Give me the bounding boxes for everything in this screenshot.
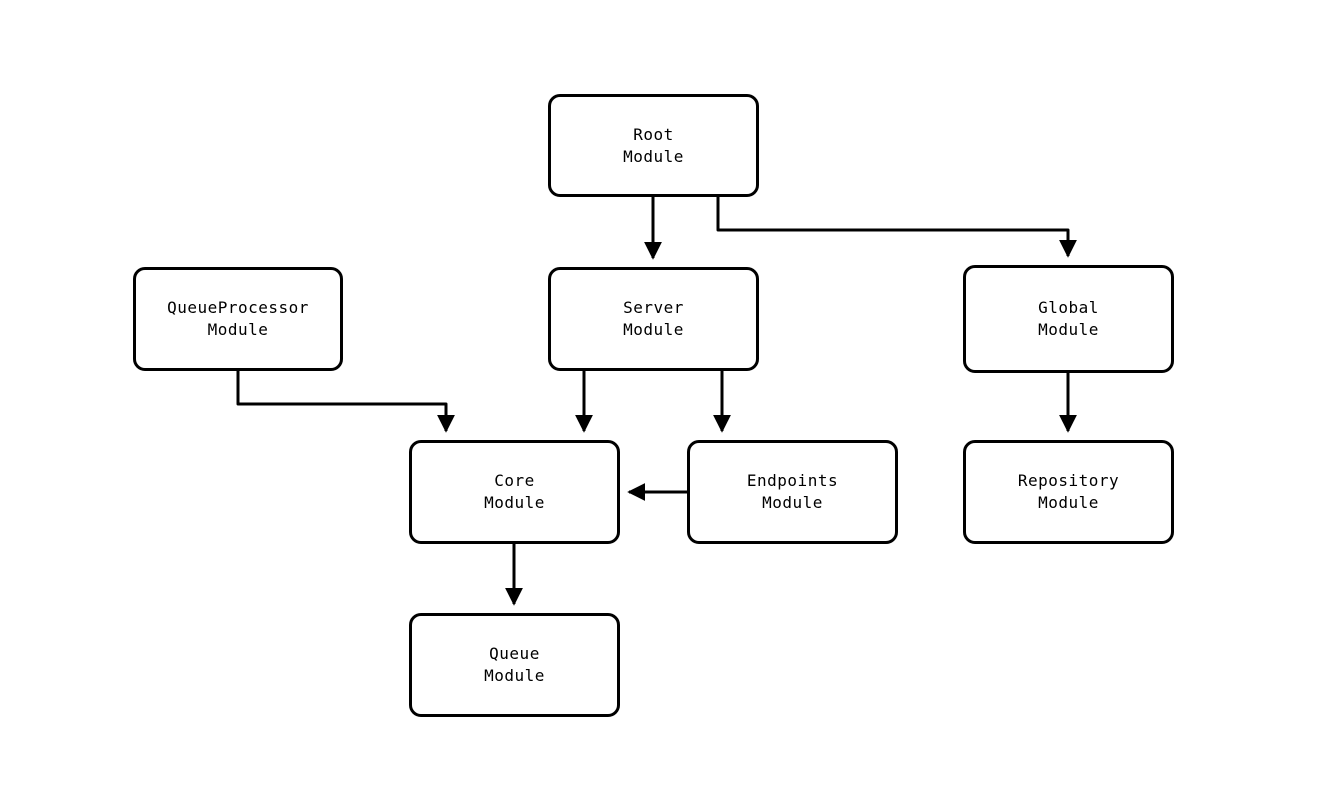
node-core-module[interactable] [409, 440, 620, 544]
node-queue-module-line2: Module [484, 666, 545, 685]
node-global-module-line2: Module [1038, 320, 1099, 339]
node-core-module-line1: Core [494, 471, 535, 490]
node-queueprocessor-module[interactable] [133, 267, 343, 371]
edge-root-to-global [718, 197, 1068, 256]
node-server-module-line2: Module [623, 320, 684, 339]
node-server-module-line1: Server [623, 298, 684, 317]
node-repository-module[interactable] [963, 440, 1174, 544]
node-endpoints-module[interactable] [687, 440, 898, 544]
node-server-module[interactable] [548, 267, 759, 371]
node-global-module-line1: Global [1038, 298, 1099, 317]
node-queue-module-line1: Queue [489, 644, 540, 663]
node-queueprocessor-module-line2: Module [207, 320, 269, 339]
node-endpoints-module-line2: Module [762, 493, 823, 512]
node-global-module[interactable] [963, 265, 1174, 373]
node-repository-module-line1: Repository [1017, 471, 1120, 490]
node-core-module-line2: Module [484, 493, 545, 512]
edge-queueprocessor-to-core [238, 371, 446, 431]
node-root-module-line1: Root [633, 124, 674, 144]
node-root-module[interactable] [548, 94, 759, 197]
node-queueprocessor-module-line1: QueueProcessor [167, 298, 309, 317]
node-queue-module[interactable] [409, 613, 620, 717]
node-root-module-line2: Module [623, 146, 684, 166]
node-endpoints-module-line1: Endpoints [746, 471, 839, 490]
node-repository-module-line2: Module [1038, 493, 1099, 512]
